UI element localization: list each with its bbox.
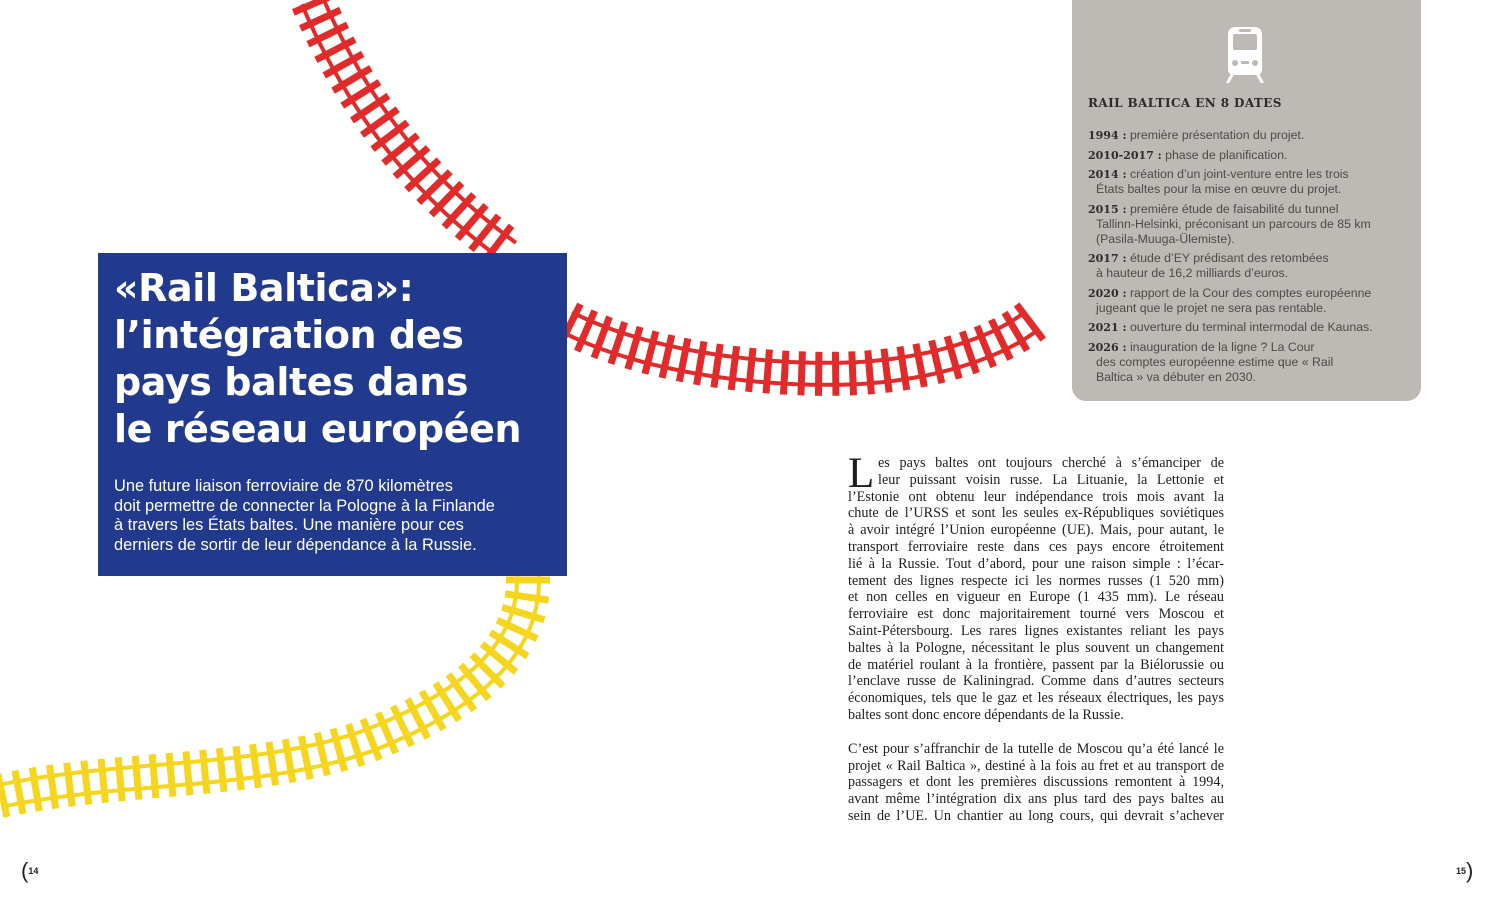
track-sleeper bbox=[203, 750, 207, 794]
body-line: projet « Rail Baltica », destiné à la fois au fret et au transport de bbox=[848, 757, 1224, 774]
track-sleeper bbox=[835, 352, 836, 396]
track-sleeper bbox=[0, 774, 7, 817]
timeline-entry-line bbox=[1088, 128, 1413, 143]
track-sleeper bbox=[67, 763, 72, 807]
article-body bbox=[848, 450, 1224, 825]
timeline-box bbox=[1072, 0, 1421, 401]
timeline-entry-line bbox=[1088, 148, 1413, 163]
body-line: l’Estonie ont obtenu leur indépendance trois mois avant la bbox=[848, 488, 1224, 505]
timeline-entry bbox=[1088, 286, 1413, 316]
body-line: C’est pour s’affranchir de la tutelle de Moscou qu’a été lancé le bbox=[848, 740, 1224, 757]
title-line: le réseau européen bbox=[114, 407, 522, 451]
track-sleeper bbox=[118, 757, 122, 801]
timeline-text: étude d’EY prédisant des retombées bbox=[1129, 251, 1329, 265]
timeline-entry-line bbox=[1088, 286, 1413, 301]
track-sleeper bbox=[186, 751, 190, 795]
lede-paragraph bbox=[114, 477, 549, 555]
track-sleeper bbox=[505, 594, 549, 600]
timeline-entry-line: à hauteur de 16,2 milliards d’euros. bbox=[1096, 266, 1289, 280]
title-line: pays baltes dans bbox=[114, 360, 469, 404]
body-line: es pays baltes ont toujours cherché à s’émanciper de bbox=[878, 455, 1224, 471]
title-box bbox=[98, 253, 567, 576]
timeline-heading: RAIL BALTICA EN 8 DATES bbox=[1088, 96, 1282, 110]
timeline-entry bbox=[1088, 148, 1413, 163]
body-line: avant même l’intégration dix ans plus tard des pays baltes au bbox=[848, 791, 1224, 808]
paragraph-1 bbox=[848, 455, 1224, 724]
red-track-top bbox=[293, 0, 516, 261]
body-line: transport ferroviaire reste dans ces pays encore étroitement bbox=[848, 538, 1224, 555]
track-sleeper bbox=[749, 348, 753, 392]
lede-line: à travers les États baltes. Une manière pour ces bbox=[114, 516, 464, 535]
page-number-right-value: 15 bbox=[1456, 866, 1467, 876]
timeline-entry-line: Tallinn-Helsinki, préconisant un parcours de 85 km bbox=[1096, 216, 1371, 231]
page-number-left-value: 14 bbox=[28, 866, 39, 876]
timeline-text: création d’un joint-venture entre les trois bbox=[1129, 167, 1349, 181]
timeline-year: 2014 : bbox=[1088, 168, 1127, 181]
timeline-text: première étude de faisabilité du tunnel bbox=[1129, 201, 1339, 216]
timeline-text: ouverture du terminal intermodal de Kaunas. bbox=[1129, 320, 1373, 334]
train-front-icon bbox=[1222, 25, 1268, 83]
track-sleeper bbox=[766, 350, 769, 394]
drop-cap: L bbox=[848, 450, 875, 497]
yellow-track bbox=[0, 576, 550, 817]
track-sleeper bbox=[317, 733, 327, 776]
track-sleeper bbox=[679, 338, 688, 381]
timeline-entry-line bbox=[1088, 320, 1413, 335]
timeline-entry-line: jugeant que le projet ne sera pas rentable. bbox=[1096, 300, 1327, 315]
body-line: leur puissant voisin russe. La Lituanie, la Lettonie et bbox=[878, 471, 1224, 488]
timeline-entry-line bbox=[1088, 202, 1413, 217]
track-sleeper bbox=[932, 340, 942, 383]
timeline-year: 2015 : bbox=[1088, 202, 1127, 216]
title-line: l’intégration des bbox=[114, 313, 464, 357]
track-sleeper bbox=[783, 351, 785, 395]
timeline-year: 2010-2017 : bbox=[1088, 148, 1162, 162]
track-sleeper bbox=[84, 761, 89, 805]
body-line: ferroviaire est donc majoritairement tourné vers Moscou et bbox=[848, 606, 1224, 623]
lede-line: Une future liaison ferroviaire de 870 kilomètres bbox=[114, 477, 453, 495]
timeline-text: inauguration de la ligne ? La Cour bbox=[1129, 339, 1315, 354]
track-sleeper bbox=[301, 736, 310, 779]
timeline-entry bbox=[1088, 320, 1413, 335]
timeline-entry bbox=[1088, 251, 1413, 281]
track-sleeper bbox=[697, 341, 704, 384]
timeline-entry-line bbox=[1088, 167, 1413, 182]
timeline-entry-line bbox=[1088, 340, 1413, 355]
track-sleeper bbox=[884, 349, 889, 393]
page-number-left: (14 bbox=[21, 858, 39, 883]
body-line: l’enclave russe de Kaliningrad. Comme dans d’autres secteurs bbox=[848, 673, 1224, 690]
track-sleeper bbox=[714, 344, 720, 388]
red-track-right bbox=[561, 304, 1044, 396]
track-sleeper bbox=[801, 351, 803, 395]
track-sleeper bbox=[645, 331, 656, 374]
track-sleeper bbox=[236, 746, 241, 790]
track-sleeper bbox=[50, 765, 56, 809]
track-sleeper bbox=[101, 759, 105, 803]
lede-line: derniers de sortir de leur dépendance à la Russie. bbox=[114, 535, 477, 554]
track-sleeper bbox=[269, 742, 276, 785]
timeline-entry bbox=[1088, 167, 1413, 197]
body-line: sein de l’UE. Un chantier au long cours, qui devrait s’achever bbox=[848, 807, 1224, 824]
timeline-year: 1994 : bbox=[1088, 129, 1127, 142]
track-sleeper bbox=[15, 771, 23, 814]
track-sleeper bbox=[253, 744, 259, 788]
timeline-text: rapport de la Cour des comptes européenne bbox=[1129, 285, 1372, 300]
timeline-entry bbox=[1088, 128, 1413, 143]
title-line: «Rail Baltica»: bbox=[114, 266, 414, 310]
body-line: et non celles en vigueur en Europe (1 435 mm). Le réseau bbox=[848, 589, 1224, 606]
timeline-year: 2020 : bbox=[1088, 286, 1127, 300]
body-line: à avoir intégré l’Union européenne (UE). Mais, pour autant, le bbox=[848, 522, 1224, 539]
timeline-entry-line: des comptes européenne estime que « Rail bbox=[1096, 354, 1334, 369]
timeline-year: 2026 : bbox=[1088, 340, 1127, 354]
track-sleeper bbox=[32, 768, 39, 811]
page-title bbox=[114, 265, 549, 453]
body-line: baltes sont donc encore dépendants de la Russie. bbox=[848, 706, 1124, 723]
lede-line: doit permettre de connecter la Pologne à la Finlande bbox=[114, 496, 495, 515]
body-line: Saint-Pétersbourg. Les rares lignes existantes reliant les pays bbox=[848, 622, 1224, 639]
timeline-year: 2017 : bbox=[1088, 252, 1127, 265]
track-sleeper bbox=[731, 346, 736, 390]
body-line: lié à la Russie. Tout d’abord, pour une raison simple : l’écar- bbox=[848, 555, 1224, 572]
timeline-entry-line: Baltica » va débuter en 2030. bbox=[1096, 369, 1256, 384]
timeline-year: 2021 : bbox=[1088, 321, 1127, 334]
timeline-entry-line: États baltes pour la mise en œuvre du projet. bbox=[1096, 182, 1342, 196]
timeline-entry bbox=[1088, 340, 1413, 385]
body-line: chute de l’URSS et sont les seules ex-Républiques soviétiques bbox=[848, 505, 1224, 522]
track-sleeper bbox=[916, 344, 924, 387]
body-line: tement des lignes respecte ici les normes russes (1 520 mm) bbox=[848, 572, 1224, 589]
track-sleeper bbox=[852, 351, 854, 395]
track-sleeper bbox=[135, 756, 139, 800]
page-number-right: 15) bbox=[1456, 858, 1474, 883]
timeline-text: phase de planification. bbox=[1165, 147, 1288, 162]
timeline-entry-line bbox=[1088, 251, 1413, 266]
body-line: de matériel roulant à la frontière, passent par la Biélorussie ou bbox=[848, 656, 1224, 673]
body-line: économiques, tels que le gaz et les réseaux électriques, les pays bbox=[848, 690, 1224, 707]
track-sleeper bbox=[152, 754, 156, 798]
track-sleeper bbox=[219, 748, 224, 792]
track-sleeper bbox=[333, 729, 345, 771]
track-rail bbox=[0, 576, 517, 785]
body-line: baltes à la Pologne, nécessitant le plus souvent un changement bbox=[848, 639, 1224, 656]
track-sleeper bbox=[868, 350, 872, 394]
track-sleeper bbox=[285, 739, 293, 782]
track-sleeper bbox=[662, 335, 672, 378]
timeline-text: première présentation du projet. bbox=[1129, 128, 1305, 142]
timeline-entry bbox=[1088, 202, 1413, 247]
body-line: passagers et dont les premières discussions remontent à 1994, bbox=[848, 774, 1224, 791]
track-sleeper bbox=[169, 753, 173, 797]
track-sleeper bbox=[900, 347, 907, 390]
timeline-entry-line: (Pasila-Muuga-Ülemiste). bbox=[1096, 231, 1235, 246]
timeline-list bbox=[1088, 128, 1413, 389]
paragraph-2 bbox=[848, 741, 1224, 825]
